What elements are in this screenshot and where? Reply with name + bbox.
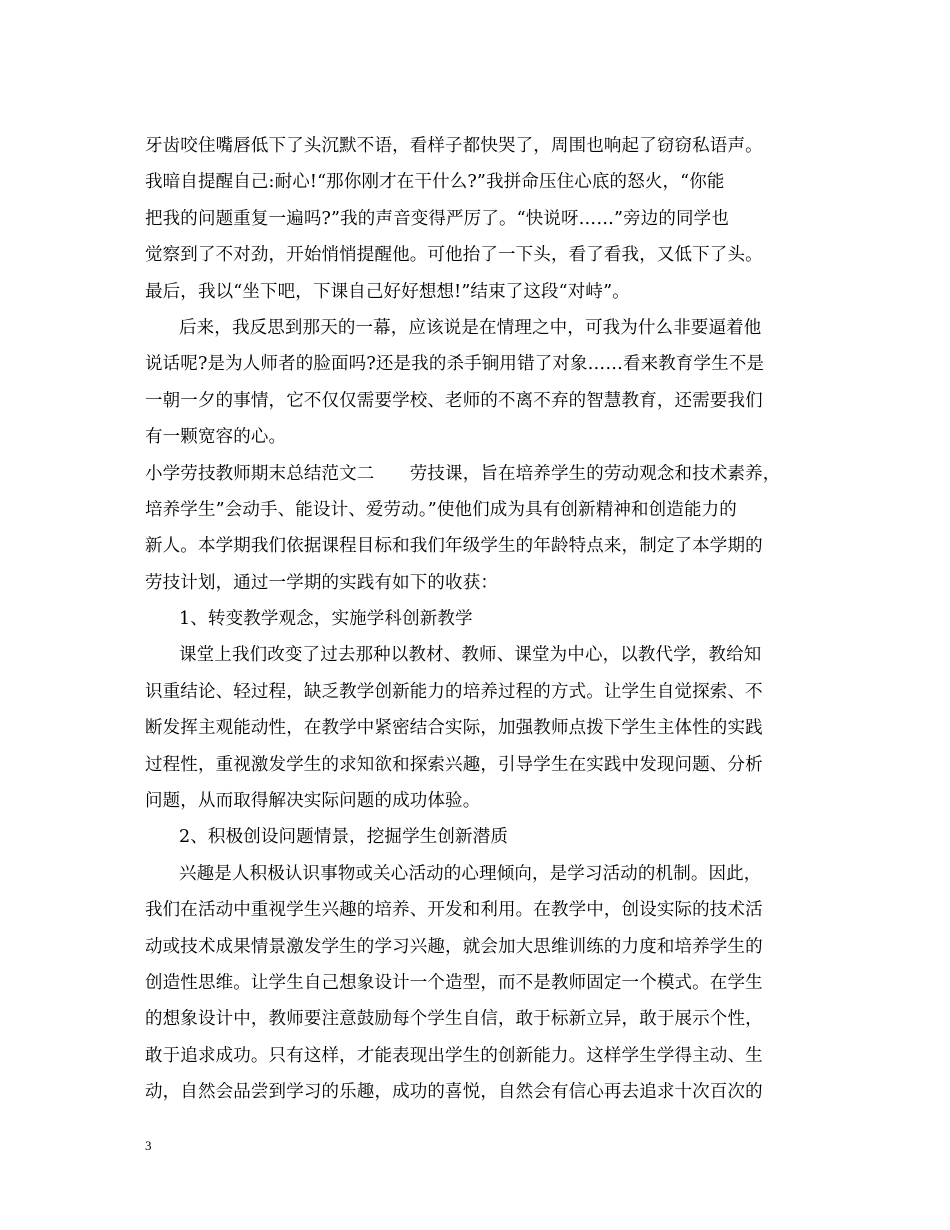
text-line: 小学劳技教师期末总结范文二 劳技课，旨在培养学生的劳动观念和技术素养， — [145, 463, 781, 484]
text-line: 我们在活动中重视学生兴趣的培养、开发和利用。在教学中，创设实际的技术活 — [145, 900, 763, 921]
text-line: 动或技术成果情景激发学生的学习兴趣，就会加大思维训练的力度和培养学生的 — [145, 936, 763, 957]
page-number: 3 — [145, 1138, 152, 1153]
text-line: 问题，从而取得解决实际问题的成功体验。 — [145, 791, 481, 812]
text-line: 后来，我反思到那天的一幕，应该说是在情理之中，可我为什么非要逼着他 — [179, 317, 762, 338]
text-line: 断发挥主观能动性，在教学中紧密结合实际，加强教师点拨下学生主体性的实践 — [145, 718, 763, 739]
text-line: 兴趣是人积极认识事物或关心活动的心理倾向，是学习活动的机制。因此， — [179, 863, 762, 884]
text-line: 敢于追求成功。只有这样，才能表现出学生的创新能力。这样学生学得主动、生 — [145, 1045, 763, 1066]
text-line: 一朝一夕的事情，它不仅仅需要学校、老师的不离不弃的智慧教育，还需要我们 — [145, 390, 763, 411]
text-line: 课堂上我们改变了过去那种以教材、教师、课堂为中心，以教代学，教给知 — [179, 645, 762, 666]
text-line: 的想象设计中，教师要注意鼓励每个学生自信，敢于标新立异，敢于展示个性， — [145, 1009, 763, 1030]
text-line: 培养学生”会动手、能设计、爱劳动。”使他们成为具有创新精神和创造能力的 — [145, 499, 737, 520]
text-line: 动，自然会品尝到学习的乐趣，成功的喜悦，自然会有信心再去追求十次百次的 — [145, 1082, 763, 1103]
text-line: 2、积极创设问题情景，挖掘学生创新潜质 — [179, 827, 508, 848]
text-line: 劳技计划，通过一学期的实践有如下的收获： — [145, 572, 498, 593]
text-line: 最后，我以“坐下吧，下课自己好好想想!”结束了这段“对峙”。 — [145, 281, 630, 302]
text-line: 新人。本学期我们依据课程目标和我们年级学生的年龄特点来，制定了本学期的 — [145, 536, 763, 557]
text-line: 牙齿咬住嘴唇低下了头沉默不语，看样子都快哭了，周围也响起了窃窃私语声。 — [145, 136, 763, 156]
text-line: 识重结论、轻过程，缺乏教学创新能力的培养过程的方式。让学生自觉探索、不 — [145, 681, 763, 702]
text-line: 说话呢?是为人师者的脸面吗?还是我的杀手锏用错了对象……看来教育学生不是 — [145, 354, 765, 375]
text-line: 过程性，重视激发学生的求知欲和探索兴趣，引导学生在实践中发现问题、分析 — [145, 754, 763, 775]
text-line: 1、转变教学观念，实施学科创新教学 — [179, 609, 473, 630]
text-line: 觉察到了不对劲，开始悄悄提醒他。可他抬了一下头，看了看我，又低下了头。 — [145, 245, 763, 266]
text-line: 创造性思维。让学生自己想象设计一个造型，而不是教师固定一个模式。在学生 — [145, 972, 763, 993]
text-line: 有一颗宽容的心。 — [145, 427, 287, 448]
text-line: 我暗自提醒自己:耐心!“那你刚才在干什么?”我拼命压住心底的怒火，“你能 — [145, 172, 725, 193]
body-text — [145, 128, 805, 1111]
text-line: 把我的问题重复一遍吗?”我的声音变得严厉了。“快说呀……”旁边的同学也 — [145, 208, 729, 229]
